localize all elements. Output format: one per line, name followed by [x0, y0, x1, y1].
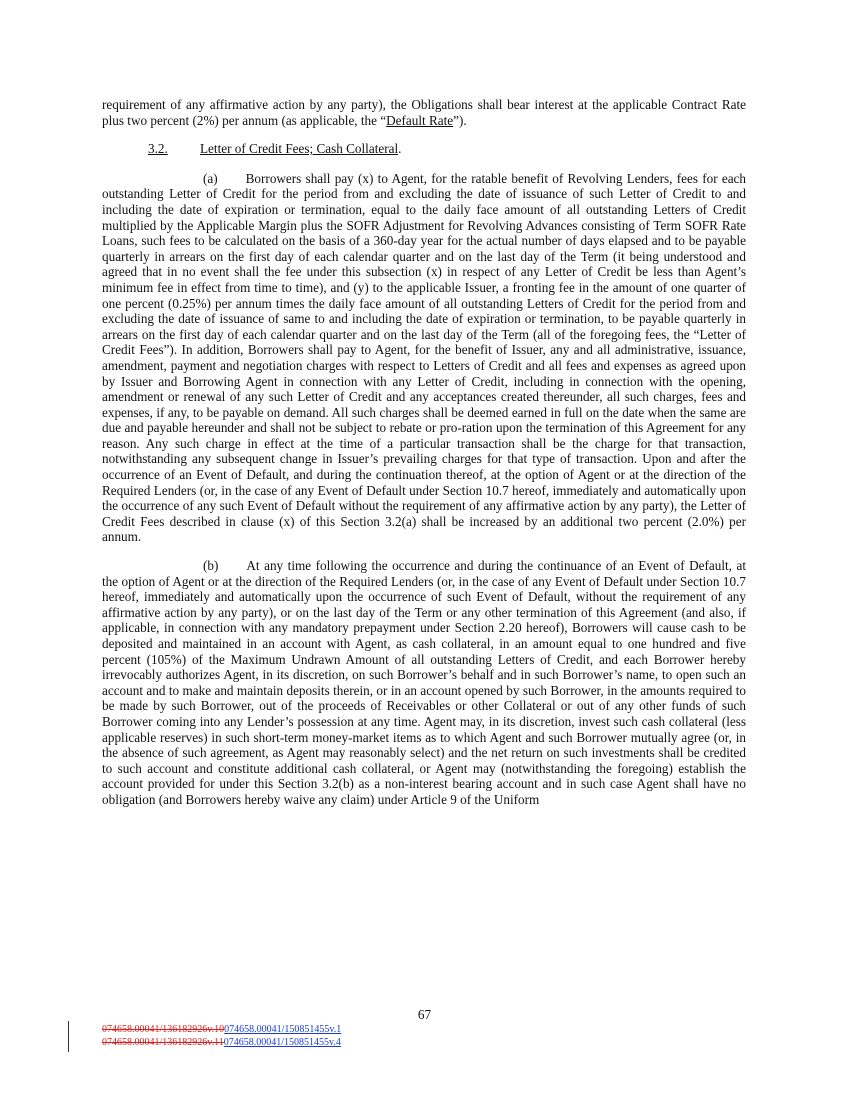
paragraph-b-text: At any time following the occurrence and during the continuance of an Event of Default, at the option of Agent or at the direction of the Required Lenders (or, in the case of any Event of Default under Section 10.7 hereof, immediately and automatically upon the occurrence of such Event of Default, without the requirement of any affirmative action by any party), or on the last day of the Term or any other termination of this Agreement (and also, if applicable, in connection with any mandatory prepayment under Section 2.20 hereof), Borrowers will cause cash to be deposited and maintained in an account with Agent, as cash collateral, in an amount equal to one hundred and five percent (105%) of the Maximum Undrawn Amount of all outstanding Letters of Credit, and each Borrower hereby irrevocably authorizes Agent, in its discretion, on such Borrower’s behalf and in such Borrower’s name, to open such an account and to make and maintain deposits therein, or in an account opened by such Borrower, in the amounts required to be made by such Borrower, out of the proceeds of Receivables or other Collateral or out of any other funds of such Borrower coming into any Lender’s possession at any time. Agent may, in its discretion, invest such cash collateral (less applicable reserves) in such short-term money-market items as to which Agent and such Borrower mutually agree (or, in the absence of such agreement, as Agent may reasonably select) and the net return on such investments shall be credited to such account and constitute additional cash collateral, or Agent may (notwithstanding the foregoing) establish the account provided for under this Section 3.2(b) as a non-interest bearing account and in such case Agent shall have no obligation (and Borrowers hereby waive any claim) under Article 9 of the Uniform	[102, 558, 746, 807]
section-heading: 3.2. Letter of Credit Fees; Cash Collateral.	[148, 141, 402, 157]
document-footer	[102, 1023, 341, 1049]
intro-text-after: ”).	[453, 112, 467, 128]
footer-deleted-id-2: 074658.00041/136182926v.11	[102, 1037, 224, 1048]
paragraph-a	[102, 171, 746, 545]
footer-line-2	[102, 1036, 341, 1049]
paragraph-a-label: (a)	[203, 170, 218, 186]
footer-inserted-id-1: 074658.00041/150851455v.1	[224, 1024, 342, 1035]
section-title: Letter of Credit Fees; Cash Collateral	[200, 141, 399, 157]
paragraph-a-text: Borrowers shall pay (x) to Agent, for the ratable benefit of Revolving Lenders, fees for each outstanding Letter of Credit for the period from and excluding the date of issuance of such Letter of Credit to and including the date of expiration or termination, equal to the daily face amount of all outstanding Letters of Credit multiplied by the Applicable Margin plus the SOFR Adjustment for Revolving Advances consisting of Term SOFR Rate Loans, such fees to be calculated on the basis of a 360-day year for the actual number of days elapsed and to be payable quarterly in arrears on the first day of each calendar quarter and on the last day of the Term (it being understood and agreed that in no event shall the fee under this subsection (x) in respect of any Letter of Credit be less than Agent’s minimum fee in effect from time to time), and (y) to the applicable Issuer, a fronting fee in the amount of one quarter of one percent (0.25%) per annum times the daily face amount of all outstanding Letters of Credit for the period from and excluding the date of issuance of same to and including the date of expiration or termination, to be payable quarterly in arrears on the first day of each calendar quarter and on the last day of the Term (all of the foregoing fees, the “Letter of Credit Fees”). In addition, Borrowers shall pay to Agent, for the benefit of Issuer, any and all administrative, issuance, amendment, payment and negotiation charges with respect to Letters of Credit and all fees and expenses as agreed upon by Issuer and Borrowing Agent in connection with any Letter of Credit, including in connection with the opening, amendment or renewal of any such Letter of Credit and any acceptances created thereunder, all such charges, fees and expenses, if any, to be payable on demand. All such charges shall be deemed earned in full on the date when the same are due and payable hereunder and shall not be subject to rebate or pro-ration upon the termination of this Agreement for any reason. Any such charge in effect at the time of a particular transaction shall be the charge for that transaction, notwithstanding any subsequent change in Issuer’s prevailing charges for that type of transaction. Upon and after the occurrence of an Event of Default, and during the continuation thereof, at the option of Agent or at the direction of the Required Lenders (or, in the case of any Event of Default under Section 10.7 hereof, immediately and automatically upon the occurrence of any such Event of Default without the requirement of any affirmative action by any party), the Letter of Credit Fees described in clause (x) of this Section 3.2(a) shall be increased by an additional two percent (2.0%) per annum.	[102, 170, 746, 545]
page-number: 67	[417, 1007, 432, 1022]
intro-paragraph	[102, 97, 746, 128]
footer-deleted-id-1: 074658.00041/136182926v.10	[102, 1024, 225, 1035]
intro-text-before: requirement of any affirmative action by any party), the Obligations shall bear interest at the applicable Contract Rate plus two percent (2%) per annum (as applicable, the “	[102, 97, 746, 128]
footer-line-1	[102, 1023, 341, 1036]
change-bar	[68, 1021, 69, 1052]
paragraph-b-label: (b)	[203, 558, 219, 574]
footer-inserted-id-2: 074658.00041/150851455v.4	[223, 1037, 341, 1048]
default-rate-term: Default Rate	[386, 112, 454, 128]
document-page	[102, 97, 746, 808]
section-number: 3.2.	[148, 141, 168, 157]
paragraph-b	[102, 558, 746, 808]
